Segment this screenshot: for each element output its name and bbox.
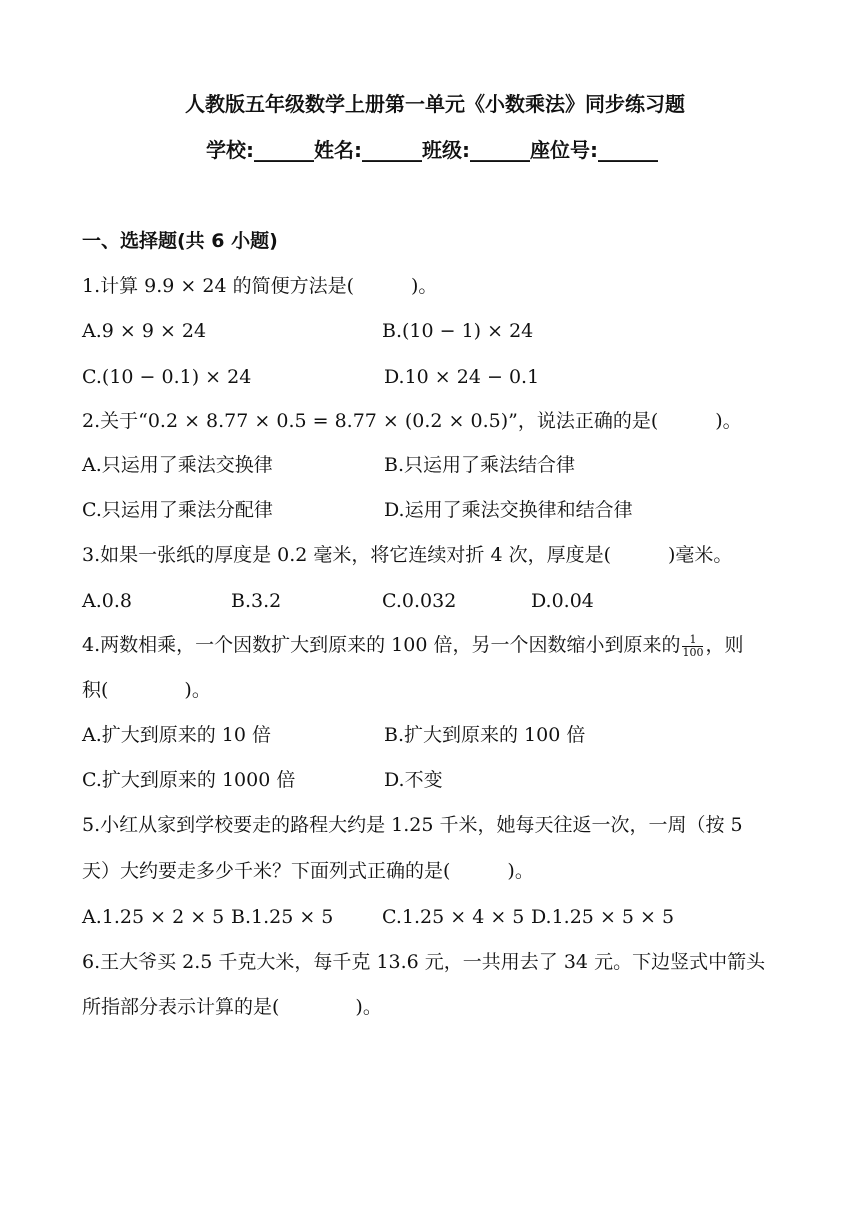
question-6-text-line-2: 所指部分表示计算的是( )。 (82, 996, 382, 1018)
question-5-option-b[interactable]: B.1.25 × 5 (231, 906, 334, 928)
question-1-text: 1.计算 9.9 × 24 的简便方法是( )。 (82, 275, 438, 297)
question-4-option-b[interactable]: B.扩大到原来的 100 倍 (384, 724, 586, 746)
question-5-text: 5.小红从家到学校要走的路程大约是 1.25 千米，她每天往返一次，一周（按 5 (82, 814, 743, 836)
fraction-numerator: 1 (682, 634, 703, 647)
question-1-option-b[interactable]: B.(10 − 1) × 24 (382, 320, 534, 342)
question-2-option-d[interactable]: D.运用了乘法交换律和结合律 (384, 499, 633, 521)
worksheet-title: 人教版五年级数学上册第一单元《小数乘法》同步练习题 (185, 92, 685, 116)
question-4-option-c[interactable]: C.扩大到原来的 1000 倍 (82, 769, 296, 791)
question-4-option-a[interactable]: A.扩大到原来的 10 倍 (82, 724, 272, 746)
question-3-option-b[interactable]: B.3.2 (231, 590, 282, 612)
question-1-option-d[interactable]: D.10 × 24 − 0.1 (384, 366, 540, 388)
section-heading: 一、选择题(共 6 小题) (82, 230, 278, 252)
fraction-denominator: 100 (682, 645, 704, 659)
question-4-text-before: 4.两数相乘，一个因数扩大到原来的 100 倍，另一个因数缩小到原来的 (82, 634, 681, 656)
fraction-one-hundredth (682, 634, 703, 659)
question-1-option-c[interactable]: C.(10 − 0.1) × 24 (82, 366, 252, 388)
question-3-option-a[interactable]: A.0.8 (82, 590, 132, 612)
question-5-option-a[interactable]: A.1.25 × 2 × 5 (82, 906, 225, 928)
question-3-option-c[interactable]: C.0.032 (382, 590, 457, 612)
question-2-option-b[interactable]: B.只运用了乘法结合律 (384, 454, 576, 476)
question-4-text-line-2: 积( )。 (82, 679, 211, 701)
question-4-option-d[interactable]: D.不变 (384, 769, 443, 791)
question-4-text-after: ，则 (705, 634, 744, 656)
question-5-text-line-2: 天）大约要走多少千米？下面列式正确的是( )。 (82, 860, 534, 882)
question-5-option-d[interactable]: D.1.25 × 5 × 5 (531, 906, 675, 928)
question-2-option-a[interactable]: A.只运用了乘法交换律 (82, 454, 273, 476)
question-2-text: 2.关于“0.2 × 8.77 × 0.5 = 8.77 × (0.2 × 0.5)”，说法正确的是( )。 (82, 410, 742, 432)
question-5-option-c[interactable]: C.1.25 × 4 × 5 (382, 906, 525, 928)
student-info-line: 学校:______姓名:______班级:______座位号:______ (206, 138, 658, 162)
question-6-text: 6.王大爷买 2.5 千克大米，每千克 13.6 元，一共用去了 34 元。下边竖式中箭头 (82, 951, 766, 973)
question-4-text (82, 632, 744, 659)
question-3-option-d[interactable]: D.0.04 (531, 590, 594, 612)
question-2-option-c[interactable]: C.只运用了乘法分配律 (82, 499, 273, 521)
question-1-option-a[interactable]: A.9 × 9 × 24 (82, 320, 207, 342)
question-3-text: 3.如果一张纸的厚度是 0.2 毫米，将它连续对折 4 次，厚度是( )毫米。 (82, 544, 733, 566)
